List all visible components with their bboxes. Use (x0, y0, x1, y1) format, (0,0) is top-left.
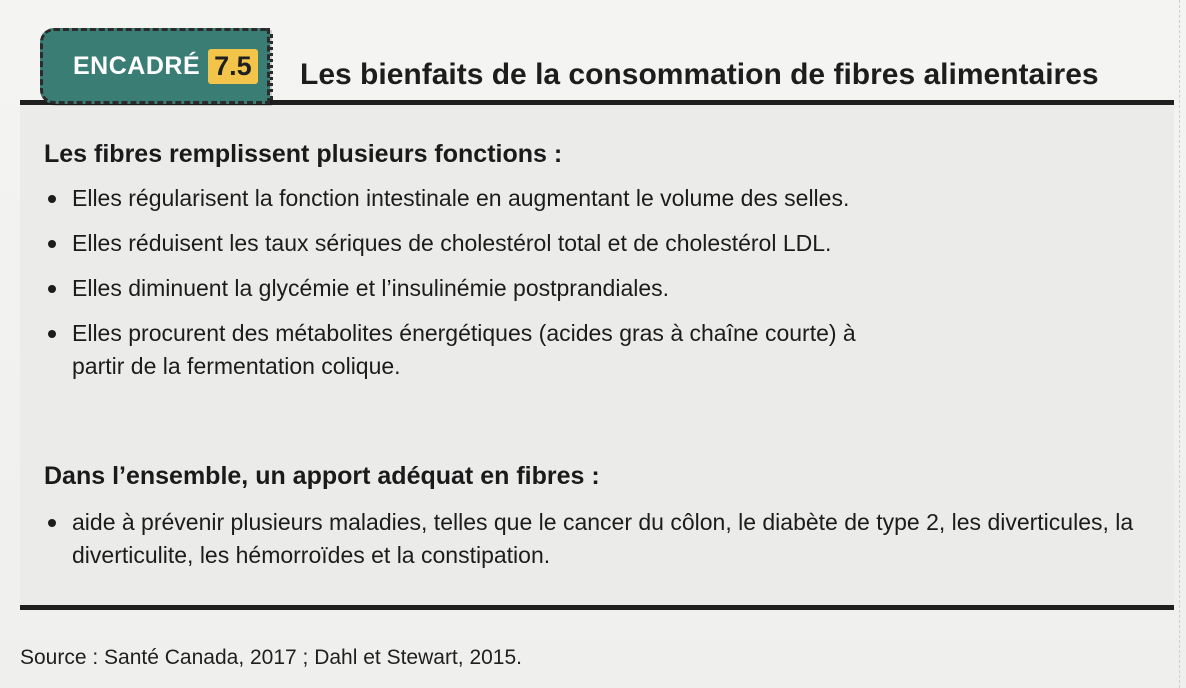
encadre-tag (40, 28, 270, 104)
bullet-icon (48, 519, 56, 527)
list-item (44, 317, 872, 383)
page-edge (1176, 0, 1180, 688)
bullet-icon (48, 195, 56, 203)
section-heading-overall: Dans l’ensemble, un apport adéquat en fibres : (44, 462, 600, 490)
list-item (44, 506, 1152, 572)
diseases-list (44, 506, 1154, 584)
list-item (44, 272, 1154, 305)
encadre-label: ENCADRÉ (73, 51, 201, 80)
list-item-text: Elles procurent des métabolites énergétiques (acides gras à chaîne courte) à partir de la fermentation colique. (72, 320, 856, 379)
list-item-text: Elles régularisent la fonction intestinale en augmentant le volume des selles. (72, 185, 850, 211)
list-item (44, 182, 1154, 215)
list-item-text: aide à prévenir plusieurs maladies, telles que le cancer du côlon, le diabète de type 2, les diverticules, la diverticulite, les hémorroïdes et la constipation. (72, 509, 1134, 568)
encadre-number: 7.5 (208, 49, 258, 84)
section-heading-functions: Les fibres remplissent plusieurs fonctions : (44, 140, 563, 168)
bullet-icon (48, 240, 56, 248)
functions-list (44, 182, 1154, 395)
bullet-icon (48, 285, 56, 293)
list-item (44, 227, 1154, 260)
tag-dotted-edge (270, 34, 283, 100)
bleed-through-text (20, 0, 1180, 28)
box-title: Les bienfaits de la consommation de fibres alimentaires (300, 58, 1099, 91)
list-item-text: Elles diminuent la glycémie et l’insulinémie postprandiales. (72, 275, 670, 301)
box-bottom-rule (20, 605, 1174, 610)
bullet-icon (48, 330, 56, 338)
source-citation: Source : Santé Canada, 2017 ; Dahl et Stewart, 2015. (20, 646, 522, 669)
list-item-text: Elles réduisent les taux sériques de cholestérol total et de cholestérol LDL. (72, 230, 832, 256)
